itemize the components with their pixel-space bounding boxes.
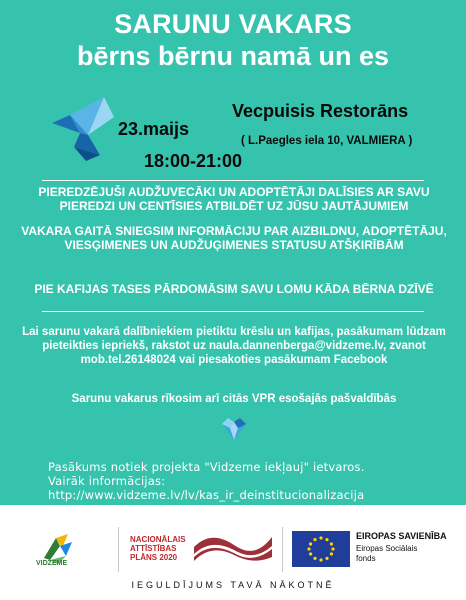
eu-title: EIROPAS SAVIENĪBA (356, 531, 447, 541)
logo-separator (282, 527, 283, 572)
vidzeme-logo-text: VIDZEME (36, 560, 68, 567)
paragraph-municipalities: Sarunu vakarus rīkosim arī citās VPR esošajās pašvaldībās (71, 393, 397, 405)
divider-bottom (42, 311, 424, 312)
info-link[interactable]: http://www.vidzeme.lv/lv/kas_ir_deinstitucionalizacija (48, 488, 365, 502)
venue-name: Vecpuisis Restorāns (232, 101, 409, 121)
divider-top (42, 180, 424, 181)
eu-flag-icon (292, 531, 350, 567)
eu-fund-line-1: Eiropas Sociālais (356, 544, 418, 553)
latvian-flag-ribbon-icon (192, 527, 274, 563)
logo-separator (118, 527, 119, 572)
nap-line-1: NACIONĀLAIS (130, 535, 186, 544)
event-date: 23.maijs (118, 119, 190, 139)
origami-bird-icon (44, 95, 124, 161)
event-time: 18:00-21:00 (144, 151, 243, 171)
eu-fund-text (356, 544, 417, 564)
paragraph-coffee: PIE KAFIJAS TASES PĀRDOMĀSIM SAVU LOMU KĀDA BĒRNA DZĪVĒ (34, 282, 434, 296)
project-note: Pasākums notiek projekta "Vidzeme iekļauj" ietvaros. (48, 460, 365, 474)
paragraph-registration: Lai sarunu vakarā dalībniekiem pietiktu krēslu un kafijas, pasākumam lūdzam pieteikties iepriekš, rakstot uz naula.dannenberga@vidzeme.lv, zvanot mob.tel.26148024 vai piesakoties pasākumam Facebook (22, 326, 446, 366)
slogan: IEGULDĪJUMS TAVĀ NĀKOTNĒ (131, 580, 335, 590)
more-info-label: Vairāk informācijas: (48, 474, 166, 488)
nap-line-3: PLĀNS 2020 (130, 553, 178, 562)
paragraph-information: VAKARA GAITĀ SNIEGSIM INFORMĀCIJU PAR AIZBILDNU, ADOPTĒTĀJU, VIESĢIMENES UN AUDŽUĢIMENES STATUSU ATŠĶIRĪBĀM (21, 224, 447, 252)
title-line-2: bērns bērnu namā un es (76, 41, 390, 71)
heart-icon (220, 416, 248, 442)
eu-fund-line-2: fonds (356, 554, 376, 563)
nap-line-2: ATTĪSTĪBAS (130, 544, 177, 553)
venue-address: ( L.Paegles iela 10, VALMIERA ) (241, 135, 413, 147)
paragraph-experience: PIEREDZĒJUŠI AUDŽUVECĀKI UN ADOPTĒTĀJI DALĪSIES AR SAVU PIEREDZI UN CENTĪSIES ATBILDĒT UZ JŪSU JAUTĀJUMIEM (38, 185, 430, 213)
sponsor-logos-bar (0, 505, 466, 600)
title-line-1: SARUNU VAKARS (114, 9, 352, 39)
nap-logo-text (130, 535, 186, 562)
